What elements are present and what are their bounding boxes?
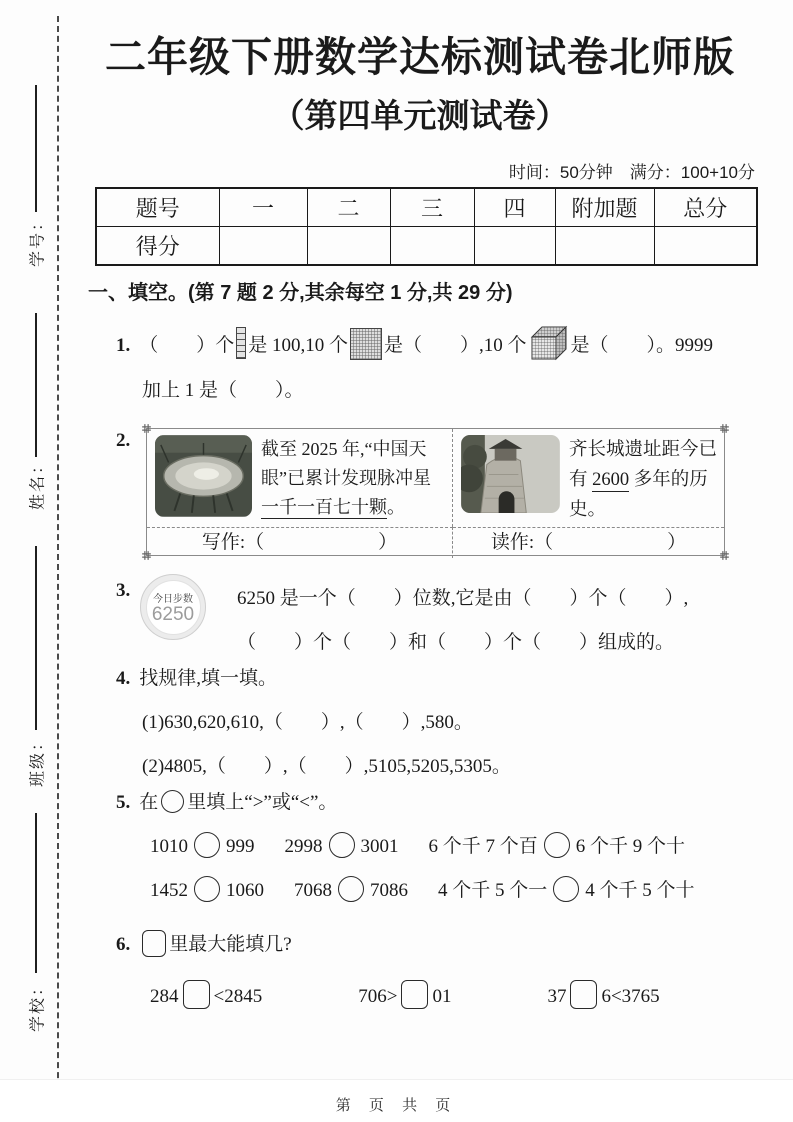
question-5-row-2 (116, 876, 778, 906)
question-6-title (116, 930, 778, 960)
question-4-item-1: (1)630,620,610,（ ）,（ ）,580。 (142, 712, 473, 733)
question-1-text: （ ）个 (139, 335, 235, 356)
section-1-heading: 一、填空。(第 7 题 2 分,其余每空 1 分,共 29 分) (88, 282, 513, 304)
time-score-info: 时间：50分钟 满分：100+10分 (508, 163, 755, 182)
pair-right: 6 个千 9 个十 (575, 836, 686, 857)
question-6-number: 6. (116, 934, 131, 955)
question-1-text: 是 100,10 个 (248, 335, 349, 356)
sidebar-label-student-id: 学号： (29, 212, 47, 268)
question-3-number: 3. (116, 580, 131, 601)
question-4-title (116, 664, 776, 694)
item-right: <2845 (213, 986, 263, 1007)
fill-box-item (358, 980, 451, 1012)
question-2-left-text (261, 435, 448, 522)
step-counter-label: 今日步数 (153, 593, 193, 605)
pair-left: 6 个千 7 个百 (428, 836, 538, 857)
score-header-cell: 三 (390, 188, 474, 227)
comparison-circle[interactable] (194, 832, 220, 858)
sidebar-label-class: 班级： (29, 732, 47, 788)
comparison-circle[interactable] (194, 876, 220, 902)
fill-box-icon (142, 930, 166, 957)
question-4-item-2: (2)4805,（ ）,（ ）,5105,5205,5305。 (142, 756, 511, 777)
question-4 (116, 664, 776, 782)
sidebar-label-school: 学校： (29, 977, 47, 1033)
sidebar-blank-line[interactable] (35, 313, 37, 457)
fill-box[interactable] (183, 980, 210, 1009)
question-6-row (116, 980, 778, 1012)
score-input-cell[interactable] (390, 227, 474, 266)
score-header-cell: 一 (219, 188, 307, 227)
question-1 (116, 324, 776, 406)
question-6 (116, 930, 778, 1012)
fill-box-item (547, 980, 659, 1012)
question-2-number: 2. (116, 430, 131, 451)
question-3-line-2: （ ）个（ ）和（ ）个（ ）组成的。 (237, 632, 675, 653)
page-subtitle: （第四单元测试卷） (271, 97, 569, 134)
question-4-title-text: 找规律,填一填。 (139, 668, 278, 689)
question-1-text: 是（ ）,10 个 (384, 335, 527, 356)
comparison-circle[interactable] (329, 832, 355, 858)
score-header-cell: 题号 (96, 188, 219, 227)
pair-right: 7086 (370, 880, 408, 901)
pair-left: 2998 (284, 836, 323, 857)
corner-ornament-icon (718, 549, 731, 562)
score-input-cell[interactable] (474, 227, 555, 266)
page-title: 二年级下册数学达标测试卷北师版 (105, 34, 735, 80)
question-5-title (116, 788, 778, 818)
score-input-cell[interactable] (654, 227, 757, 266)
item-right: 01 (432, 986, 452, 1007)
q2-right-pre: 齐长城遗址距今已有 (569, 440, 718, 490)
question-2-right-panel (453, 429, 724, 527)
fast-telescope-photo (155, 435, 252, 517)
score-table (95, 187, 758, 266)
write-numeral-blank[interactable]: 写作:（ ） (147, 527, 453, 558)
question-1-text: 是（ ）。9999 (570, 335, 714, 356)
score-header-cell: 四 (474, 188, 555, 227)
base-ten-flat-icon (350, 328, 382, 360)
question-2-left-panel (147, 429, 453, 527)
fill-box-item (150, 980, 262, 1012)
sidebar-blank-line[interactable] (35, 85, 37, 212)
item-left: 284 (150, 986, 179, 1007)
comparison-pair (285, 832, 399, 862)
pair-right: 1060 (226, 880, 264, 901)
comparison-pair (150, 832, 255, 862)
fill-box[interactable] (570, 980, 597, 1009)
question-1-line-2: 加上 1 是（ ）。 (142, 380, 304, 401)
score-row-label: 得分 (96, 227, 219, 266)
score-table-score-row (96, 227, 757, 266)
step-counter-badge-inner (146, 580, 201, 635)
question-1-line-1 (116, 324, 776, 362)
item-left: 706> (358, 986, 398, 1007)
question-2-right-text (569, 435, 720, 525)
q2-left-post: 。 (387, 497, 405, 517)
comparison-circle-icon (161, 790, 184, 813)
question-6-title-text: 里最大能填几? (169, 934, 292, 955)
q2-right-post: 多年的历史。 (569, 470, 708, 520)
question-5-title-post: 里填上“>”或“<”。 (187, 792, 338, 813)
pair-right: 3001 (360, 836, 399, 857)
seal-dashed-line (57, 16, 59, 1108)
item-left: 37 (547, 986, 567, 1007)
score-input-cell[interactable] (219, 227, 307, 266)
question-5-row-1 (116, 832, 778, 862)
item-right: 6<3765 (601, 986, 660, 1007)
sidebar-label-name: 姓名： (29, 455, 47, 511)
corner-ornament-icon (140, 422, 153, 435)
step-counter-badge (140, 574, 206, 640)
q2-left-pre: 截至 2025 年,“中国天眼”已累计发现脉冲星 (261, 439, 431, 488)
pair-right: 4 个千 5 个十 (585, 880, 695, 901)
score-header-cell: 二 (307, 188, 390, 227)
base-ten-cube-icon (529, 324, 569, 362)
question-5-number: 5. (116, 792, 131, 813)
comparison-circle[interactable] (544, 832, 570, 858)
page-footer: 第 页 共 页 (335, 1097, 458, 1114)
comparison-circle[interactable] (553, 876, 579, 902)
question-3 (237, 577, 777, 665)
question-3-line-1: 6250 是一个（ ）位数,它是由（ ）个（ ）, (237, 588, 689, 609)
q2-right-underlined: 2600 (592, 470, 630, 490)
qi-great-wall-photo (461, 435, 560, 513)
pair-left: 7068 (294, 880, 332, 901)
read-numeral-blank[interactable]: 读作:（ ） (453, 527, 724, 558)
q2-left-underlined: 一千一百七十颗 (261, 497, 387, 517)
pair-left: 1010 (150, 836, 188, 857)
comparison-pair (438, 876, 695, 906)
question-2-info-box (146, 428, 725, 556)
question-5-title-pre: 在 (139, 792, 159, 813)
base-ten-rod-icon (236, 327, 246, 359)
corner-ornament-icon (718, 422, 731, 435)
question-4-number: 4. (116, 668, 131, 689)
score-input-cell[interactable] (307, 227, 390, 266)
comparison-pair (150, 876, 264, 906)
question-5 (116, 788, 778, 906)
comparison-circle[interactable] (338, 876, 364, 902)
pair-right: 999 (226, 836, 255, 857)
sidebar-blank-line[interactable] (35, 813, 37, 973)
score-header-cell: 总分 (654, 188, 757, 227)
score-header-cell: 附加题 (555, 188, 654, 227)
fill-box[interactable] (401, 980, 428, 1009)
sidebar-blank-line[interactable] (35, 546, 37, 730)
corner-ornament-icon (140, 549, 153, 562)
question-1-number: 1. (116, 335, 131, 356)
pair-left: 1452 (150, 880, 188, 901)
step-counter-value: 6250 (151, 603, 195, 625)
pair-left: 4 个千 5 个一 (438, 880, 548, 901)
score-input-cell[interactable] (555, 227, 654, 266)
comparison-pair (429, 832, 686, 862)
score-table-header-row (96, 188, 757, 227)
comparison-pair (294, 876, 408, 906)
